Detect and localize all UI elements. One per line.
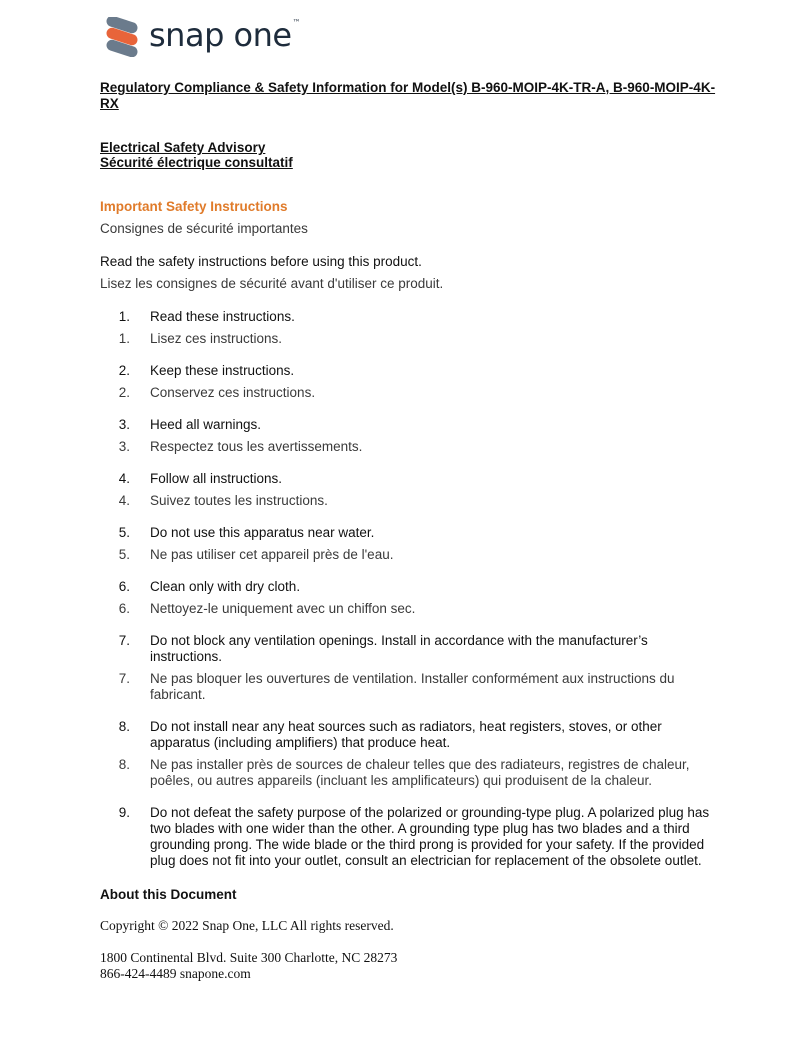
list-item bbox=[100, 363, 720, 401]
item-text-en: Do not block any ventilation openings. Install in accordance with the manufacturer’s instructions. bbox=[150, 633, 648, 664]
item-text-fr: Suivez toutes les instructions. bbox=[150, 493, 328, 508]
item-text-fr: Ne pas bloquer les ouvertures de ventilation. Installer conformément aux instructions du fabricant. bbox=[150, 671, 675, 702]
instruction-en bbox=[100, 525, 720, 541]
instruction-en bbox=[100, 471, 720, 487]
item-text-fr: Ne pas installer près de sources de chaleur telles que des radiateurs, registres de chaleur, poêles, ou autres appareils (incluant les amplificateurs) qui produisent de la chaleur. bbox=[150, 757, 690, 788]
item-number-fr: 5. bbox=[118, 547, 130, 562]
instruction-fr bbox=[100, 493, 720, 509]
advisory-heading bbox=[100, 140, 720, 170]
advisory-en: Electrical Safety Advisory bbox=[100, 140, 266, 155]
list-item bbox=[100, 579, 720, 617]
list-item bbox=[100, 417, 720, 455]
instruction-en bbox=[100, 309, 720, 325]
list-item bbox=[100, 525, 720, 563]
item-number: 9. bbox=[118, 805, 130, 820]
item-number: 8. bbox=[118, 719, 130, 734]
instruction-fr bbox=[100, 547, 720, 563]
item-number: 7. bbox=[118, 633, 130, 648]
item-text-en: Follow all instructions. bbox=[150, 471, 283, 486]
item-number-fr: 6. bbox=[118, 601, 130, 616]
item-text-fr: Lisez ces instructions. bbox=[150, 331, 283, 346]
instruction-fr bbox=[100, 385, 720, 401]
advisory-fr: Sécurité électrique consultatif bbox=[100, 155, 293, 170]
address-line-1: 1800 Continental Blvd. Suite 300 Charlotte, NC 28273 bbox=[100, 950, 398, 965]
item-number-fr: 4. bbox=[118, 493, 130, 508]
item-text-en: Do not use this apparatus near water. bbox=[150, 525, 375, 540]
list-item bbox=[100, 805, 720, 869]
item-number: 3. bbox=[118, 417, 130, 432]
instruction-fr bbox=[100, 671, 720, 703]
intro-fr: Lisez les consignes de sécurité avant d'utiliser ce produit. bbox=[100, 276, 444, 291]
item-number: 1. bbox=[118, 309, 130, 324]
item-text-en: Do not install near any heat sources such as radiators, heat registers, stoves, or other apparatus (including amplifiers) that produce heat. bbox=[150, 719, 662, 750]
item-text-en: Heed all warnings. bbox=[150, 417, 262, 432]
item-number-fr: 2. bbox=[118, 385, 130, 400]
instruction-en bbox=[100, 719, 720, 751]
copyright-text: Copyright © 2022 Snap One, LLC All rights reserved. bbox=[100, 918, 394, 933]
snap-one-logo bbox=[103, 16, 300, 58]
instruction-en bbox=[100, 417, 720, 433]
item-number: 4. bbox=[118, 471, 130, 486]
item-number: 6. bbox=[118, 579, 130, 594]
item-number-fr: 7. bbox=[118, 671, 130, 686]
item-number: 5. bbox=[118, 525, 130, 540]
item-number: 2. bbox=[118, 363, 130, 378]
document-body bbox=[100, 80, 720, 982]
snap-one-mark-icon bbox=[103, 17, 141, 57]
instruction-en bbox=[100, 579, 720, 595]
instruction-fr bbox=[100, 331, 720, 347]
instruction-en bbox=[100, 805, 720, 869]
instruction-fr bbox=[100, 439, 720, 455]
item-text-en: Clean only with dry cloth. bbox=[150, 579, 301, 594]
about-heading: About this Document bbox=[100, 887, 237, 902]
instruction-en bbox=[100, 633, 720, 665]
item-text-fr: Nettoyez-le uniquement avec un chiffon sec. bbox=[150, 601, 416, 616]
safety-heading-fr: Consignes de sécurité importantes bbox=[100, 221, 308, 236]
list-item bbox=[100, 309, 720, 347]
list-item bbox=[100, 471, 720, 509]
safety-heading: Important Safety Instructions bbox=[100, 199, 288, 214]
item-text-fr: Respectez tous les avertissements. bbox=[150, 439, 363, 454]
logo-wordmark: snap one™ bbox=[149, 16, 301, 54]
list-item bbox=[100, 633, 720, 703]
item-text-en: Do not defeat the safety purpose of the polarized or grounding-type plug. A polarized plug has two blades with one wider than the other. A grounding type plug has two blades and a third grounding prong. The wide blade or the third prong is provided for your safety. If the provided plug does not fit into your outlet, consult an electrician for replacement of the obsolete outlet. bbox=[150, 805, 710, 868]
address-line-2: 866-424-4489 snapone.com bbox=[100, 966, 251, 981]
instruction-fr bbox=[100, 601, 720, 617]
page-title: Regulatory Compliance & Safety Information for Model(s) B-960-MOIP-4K-TR-A, B-960-MOIP-4K-RX bbox=[100, 80, 716, 111]
list-item bbox=[100, 719, 720, 789]
item-text-fr: Conservez ces instructions. bbox=[150, 385, 316, 400]
item-number-fr: 3. bbox=[118, 439, 130, 454]
safety-instructions-list bbox=[100, 309, 720, 869]
item-text-en: Read these instructions. bbox=[150, 309, 295, 324]
item-text-en: Keep these instructions. bbox=[150, 363, 295, 378]
instruction-en bbox=[100, 363, 720, 379]
item-number-fr: 1. bbox=[118, 331, 130, 346]
instruction-fr bbox=[100, 757, 720, 789]
item-number-fr: 8. bbox=[118, 757, 130, 772]
item-text-fr: Ne pas utiliser cet appareil près de l'eau. bbox=[150, 547, 394, 562]
intro-en: Read the safety instructions before using this product. bbox=[100, 254, 422, 269]
